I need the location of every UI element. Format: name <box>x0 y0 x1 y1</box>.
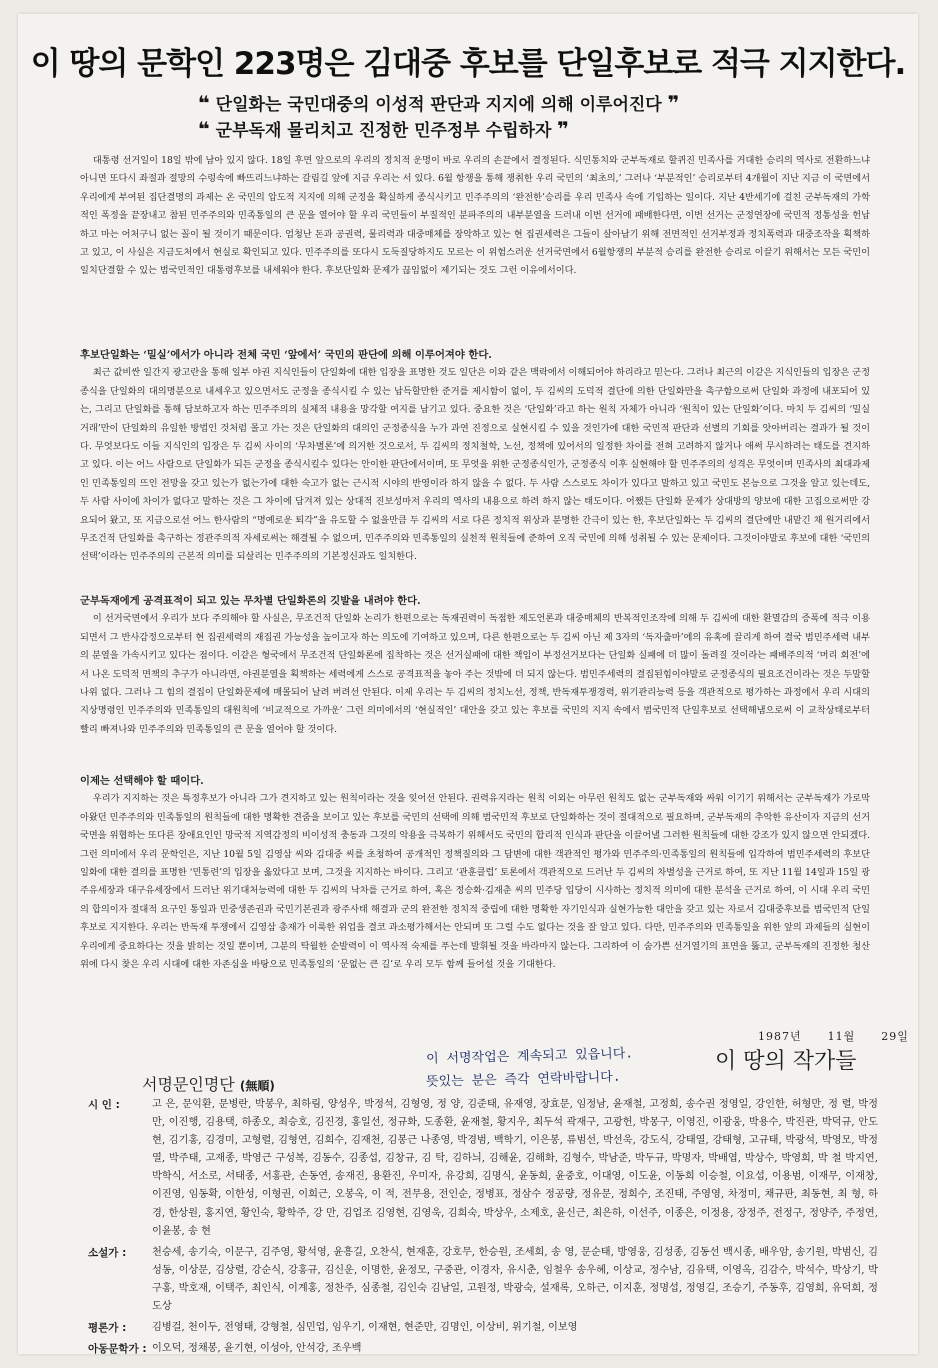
signers-title <box>142 1072 275 1095</box>
section-heading: 이제는 선택해야 할 때이다. <box>80 775 204 787</box>
signer-group-names: 이오덕, 정채봉, 윤기현, 이성아, 안석강, 조우백 <box>152 1343 362 1354</box>
slogan-1-text: 단일화는 국민대중의 이성적 판단과 지지에 의해 이루어진다 <box>215 95 662 115</box>
signer-group-label: 소설가 : <box>88 1246 127 1259</box>
slogan-2-text: 군부독재 물리치고 진정한 민주정부 수립하자 <box>215 121 552 141</box>
section-single-candidacy <box>80 346 870 567</box>
section-paragraph: 이 선거국면에서 우리가 보다 주의해야 할 사실은, 무조건적 단일화 논리가 한편으로는 독재권력이 독점한 제도언론과 대중매체의 반복적인조작에 의해 두 김씨에 대한 환멸감의 증폭에 적극 이용되면서 그 반사감정으로부터 현 집권세력의 재집권 가능성을 높이고자 하는 의도에 기여하고 있으며, 다른 한편으로는 두 김씨 아닌 제 3자의 ‘독자출마’에의 유혹에 끌리게 하여 결국 범민주세력 내부의 분열을 가속시키고 있다는 점이다. 이같은 형국에서 무조건적 단일화론에 집착하는 것은 선거실패에 대한 책임이 부정선거보다는 단일화 실패에 더 많이 돌려질 것이라는 패배주의적 ‘머리 회전’에서 나온 도덕적 면책의 추구가 아니라면, 야권분열을 획책하는 세력에게 스스로 공격표적을 놓아 주는 것밖에 더 되지 않는다. 범민주세력의 결집된힘이야말로 군정종식의 필요조건이라는 것은 두말할 나위 없다. 그러나 그 힘의 결집이 단일화문제에 매몰되어 날려 버려선 안된다. 이제 우리는 두 김씨의 정치노선, 정책, 반독재투쟁경력, 위기관리능력 등을 객관적으로 평가하는 과정에서 우리 시대의 지상명령인 민주주의와 민족통일의 대원칙에 ‘비교적으로 가까운’ 그런 의미에서의 ‘현실적인’ 대안을 갖고 있는 후보를 국민의 지지 속에서 범국민적 단일후보로 선택해냄으로써 이 교착상태로부터 빨리 빠져나와 민주주의와 민족통일의 큰 문을 열어야 할 것이다. <box>80 613 870 735</box>
slogan-1 <box>198 90 898 115</box>
signers-title-text: 서명문인명단 <box>142 1075 235 1094</box>
signature-writers: 이 땅의 작가들 <box>715 1049 857 1074</box>
section-time-to-choose <box>80 772 870 974</box>
signer-group-names: 고 은, 문익환, 문병란, 박봉우, 최하림, 양성우, 박정석, 김형영, 정 양, 김준태, 유재영, 장효문, 임정남, 윤재철, 고정희, 송수권 정영일, 강인한, 허형만, 정 렬, 박정만, 이진행, 김용택, 하종오, 최승호, 김진경, 홍일선, 정규화, 도종환, 윤재철, 황지우, 최두석 곽재구, 고광헌, 박몽구, 이영진, 이광웅, 박용수, 박진관, 박덕규, 안도현, 김기홍, 김경미, 고형렬, 김형연, 김희수, 김재천, 김봉근 나종영, 박경범, 백학기, 이은봉, 류범선, 박선욱, 강도식, 강태열, 강태형, 고규태, 박광석, 박영모, 박정열, 박주태, 고재종, 박영근 구성복, 김동수, 김종섭, 김창규, 김 탁, 김하늬, 김해윤, 김해화, 김형수, 박남준, 박두규, 박명자, 박배엽, 박상수, 박영희, 박 철 박지연, 박학식, 서소로, 서태종, 서홍관, 손동연, 송재진, 용환진, 우미자, 유강희, 김명식, 윤동희, 윤중호, 이대영, 이도윤, 이동희 이승철, 이요섭, 이용범, 이재무, 이재창, 이진영, 임동확, 이한성, 이형권, 이희근, 오봉옥, 이 적, 전무용, 전인순, 정병표, 정삼수 정공량, 정유문, 정희수, 조진태, 주영영, 차정미, 채규판, 최동현, 최 형, 하 경, 한상원, 홍지연, 황인숙, 황학주, 강 만, 김업조 김영현, 김영욱, 김희숙, 박상우, 소제호, 윤신근, 최은하, 이선주, 이종은, 이정용, 장정주, 전정구, 정양주, 주정연, 이윤봉, 송 현 <box>152 1099 878 1237</box>
headline: 이 땅의 문학인 223명은 김대중 후보를 단일후보로 적극 지지한다. <box>30 46 906 82</box>
signer-group-childrens-writers <box>88 1340 878 1354</box>
signer-group-novelists <box>88 1244 878 1316</box>
signers-list <box>88 1096 878 1354</box>
section-heading: 후보단일화는 ‘밀실’에서가 아니라 전체 국민 ‘앞에서’ 국민의 판단에 의해 이루어져야 한다. <box>80 349 492 361</box>
date-month: 11월 <box>827 1030 856 1043</box>
intro-paragraph: 대통령 선거일이 18일 밖에 남아 있지 않다. 18일 후면 앞으로의 우리의 정치적 운명이 바로 우리의 손끝에서 결정된다. 식민통치와 군부독재로 할퀴진 민족사를 거대한 승리의 역사로 전환하느냐 아니면 또다시 좌절과 절망의 수렁속에 빠뜨리느냐하는 갈림길 앞에 지금 우리는 서 있다. 6월 항쟁을 통해 쟁취한 우리 국민의 ‘최초의,’ 그러나 ‘부분적인’ 승리로부터 4개월이 지난 지금 이 국면에서 우리에게 부여된 집단결명의 과제는 온 국민의 압도적 지지에 의해 군정을 확실하게 종식시키고 민주주의의 ‘완전한’승리를 우리 민족사 속에 기입하는 일이다. 지난 4반세기에 걸친 군부독재의 가학적인 폭정을 끝장내고 참된 민주주의와 민족통일의 큰 문을 열어야 할 우리 국민들이 부질적인 분파주의의 내부분열을 드러내 이번 선거에 패배한다면, 이번 선거는 군정연장에 국민적 정통성을 헌납하고 마는 어처구니 없는 꼴이 될 것이기 때문이다. 엄청난 돈과 공권력, 물리력과 대중매체를 장악하고 있는 현 집권세력은 그들이 살아남기 위해 전면적인 선거부정과 정치폭력과 대중조작을 획책하고 있고, 이 사실은 지금도처에서 현실로 확인되고 있다. 민주주의를 또다시 도둑질당하지도 모르는 이 위험스러운 선거국면에서 6월항쟁의 부분적 승리를 완전한 승리로 이끌기 위해서는 모든 국민이 일치단결할 수 있는 범국민적인 대통령후보를 내세워야 한다. 후보단일화 문제가 끊임없이 제기되는 것도 그런 이유에서이다. <box>80 155 870 277</box>
date-year: 1987년 <box>758 1030 802 1043</box>
signer-group-names: 김병걸, 천이두, 전영태, 강형철, 심민업, 임우기, 이재현, 현준만, 김명인, 이상비, 위기철, 이보영 <box>152 1322 578 1334</box>
date-line <box>758 1028 918 1044</box>
signer-group-critics <box>88 1319 878 1337</box>
section-military-dictatorship <box>80 592 870 739</box>
intro-section <box>80 152 870 281</box>
section-paragraph: 우리가 지지하는 것은 특정후보가 아니라 그가 견지하고 있는 원칙이라는 것을 잊어선 안된다. 권력유지라는 원칙 이외는 아무런 원칙도 없는 군부독재와 싸워 이기기 위해서는 군부독재가 가로막아왔던 민주주의와 민족통일의 원칙들에 대한 명확한 견줌을 보이고 있는 후보를 국민의 선택에 의해 범국민적 후보로 단일화하는 것이 절대적으로 필요하며, 군부독재의 추악한 유산이자 지금의 선거국면을 위협하는 또다른 장애요인인 망국적 지역감정의 비이성적 충동과 그것의 악용을 극복하기 위해서도 국민의 합리적 인식과 판단을 이끌어낼 그러한 원칙들에 대한 강조가 있지 않으면 안되겠다. 그런 의미에서 우리 문학인은, 지난 10월 5일 김영삼 씨와 김대중 씨를 초청하여 공개적인 정책질의와 그 답변에 대한 객관적인 평가와 민주주의·민족통일의 원칙들에 입각하여 범민주세력의 후보단일화에 대한 결의를 표명한 ‘민통련’의 입장을 옳았다고 보며, 그것을 지지하는 바이다. 그리고 ‘관훈클럽’ 토론에서 객관적으로 드러난 두 김씨의 차별성을 근거로 하여, 또 지난 11월 14일과 15일 광주유세장과 대구유세장에서 드러난 위기대처능력에 대한 두 김씨의 낙차를 근거로 하여, 혹은 정승화·김재춘 씨의 민주당 입당이 시사하는 정치적 의미에 대한 분석을 근거로 하여, 이 시대 우리 국민의 합의이자 절대적 요구인 통일과 민중생존권과 국민기본권과 광주사태 해결과 군의 완전한 정치적 중립에 대한 명확한 자기인식과 실현가능한 대안을 갖고 있는 자로서 김대중후보를 범국민적 단일후보로 지지한다. 우리는 반독재 투쟁에서 김영삼 총재가 이룩한 위업을 결코 과소평가해서는 안되며 또 그럴 수도 없다는 것을 잘 알고 있다. 다만, 민주주의와 민족통일을 위한 앞의 과제들의 실현이 우리에게 중요하다는 것을 밝히는 것일 뿐이며, 그분의 탁월한 순발력이 이 역사적 숙제를 푸는데 발휘될 것을 바라마지 않는다. 그리하여 이 숨가쁜 선거열기의 표면을 뚫고, 군부독재의 진정한 청산 위에 다시 찾은 우리 시대에 대한 자존심을 바탕으로 민족통일의 ‘문없는 큰 길’로 우리 모두 함께 들어설 것을 기대한다. <box>80 793 870 971</box>
flyer-page <box>18 14 918 1354</box>
quote-open-mark: ❝ <box>198 91 210 115</box>
section-heading: 군부독재에게 공격표적이 되고 있는 무차별 단일화론의 깃발을 내려야 한다. <box>80 595 421 607</box>
section-paragraph: 최근 값비싼 일간지 광고란을 통해 일부 야권 지식인들이 단일화에 대한 입장을 표명한 것도 일단은 이와 같은 맥락에서 이해되어야 하리라고 믿는다. 그러나 최근의 이같은 지식인들의 입장은 군정종식을 단일화의 대의명분으로 내세우고 있으면서도 군정을 종식시킬 수 있는 납득할만한 준거를 제시함이 없이, 두 김씨의 도덕적 결단에 의한 단일화만을 촉구함으로써 단일화 과정에 내포되어 있는, 그리고 단일화를 통해 담보하고자 하는 민주주의의 실체적 내용을 망각할 여지를 남기고 있다. 중요한 것은 ‘단일화’라고 하는 원칙 자체가 아니라 ‘원칙이 있는 단일화’이다. 마치 두 김씨의 ‘밀실거래’만이 단일화의 유일한 방법인 것처럼 몰고 가는 것은 단일화의 대의인 군정종식을 누가 과연 진정으로 실현시킬 수 있을 것인가에 대한 국민적 판단과 선별의 기회를 앗아버리는 결과가 될 것이다. 무엇보다도 이들 지식인의 입장은 두 김씨 사이의 ‘무차별론’에 의거한 것으로서, 두 김씨의 정치철학, 노선, 정책에 있어서의 일정한 차이를 전혀 고려하지 않거나 애써 무시하려는 태도를 견지하고 있다. 이는 어느 사람으로 단일화가 되든 군정을 종식시킬수 있다는 안이한 판단에서이며, 또 무엇을 위한 군정종식인가, 군정종식 이후 실현해야 할 민주주의의 성격은 무엇이며 민족사의 최대과제인 민족통일의 뜨인 전망을 갖고 있는가 없는가에 대한 숙고가 없는 근시적 시야의 반영이라 하지 않을 수 없다. 두 사람 스스로도 차이가 있다고 말하고 있고 국민도 본능으로 그것을 알고 있는데도, 두 사람 사이에 차이가 없다고 말하는 것은 그 차이에 담겨져 있는 상대적 진보성마저 우리의 역사의 내용으로 하려 하지 않는 태도이다. 어쨌든 단일화 문제가 상대방의 양보에 대한 고집으로써만 강요되어 왔고, 또 지금으로선 어느 한사람의 “명예로운 퇴각”을 유도할 수 없을만큼 두 김씨의 서로 다른 정치적 위상과 분명한 간극이 있는 한, 후보단일화는 두 김씨의 결단에만 내맡긴 채 원거리에서 무조건적 단일화를 촉구하는 정관주의적 자세로써는 해결될 수 없으며, 민주주의와 민족통일의 실천적 원칙들에 준하여 오직 국민에 의해 성취될 수 있는 문제이다. 그것이야말로 후보에 대한 ‘국민의 선택’이라는 민주주의의 근본적 의미를 되살리는 민주주의의 기본정신과도 일치한다. <box>80 367 871 563</box>
quote-close-mark: ❞ <box>667 91 680 115</box>
quote-close-mark: ❞ <box>557 117 570 141</box>
signer-group-names: 천승세, 송기숙, 이문구, 김주영, 황석영, 윤흥길, 오찬식, 현재훈, 강호무, 한승원, 조세희, 송 영, 문순태, 방영웅, 김성종, 김동선 백시종, 배우암, 송기원, 박범신, 김성동, 이상문, 김상렬, 강순식, 강홍규, 김신운, 이명한, 윤정모, 구중관, 이경자, 유시춘, 임철우 송우혜, 이상교, 정수남, 김유택, 이영옥, 김감수, 박석수, 박상기, 박구홍, 박호재, 이택주, 최인식, 이계홍, 정찬주, 심종철, 김인숙 김남일, 고원정, 박광숙, 설재록, 오하근, 이지훈, 정명섭, 정영길, 조승기, 주동후, 김영희, 유덕희, 정도상 <box>152 1246 878 1313</box>
signers-note: (無順) <box>239 1079 275 1093</box>
signer-group-label: 시 인 : <box>88 1099 120 1111</box>
signer-group-label: 아동문학가 : <box>88 1343 147 1354</box>
handwritten-note-2: 뜻있는 분은 즉각 연락바랍니다. <box>425 1069 621 1090</box>
slogan-2 <box>198 116 898 141</box>
signer-group-label: 평론가 : <box>88 1322 127 1335</box>
signer-group-poets <box>88 1096 878 1241</box>
handwritten-note-1: 이 서명작업은 계속되고 있읍니다. <box>425 1046 634 1067</box>
quote-open-mark: ❝ <box>198 117 210 141</box>
date-day: 29일 <box>881 1030 909 1043</box>
